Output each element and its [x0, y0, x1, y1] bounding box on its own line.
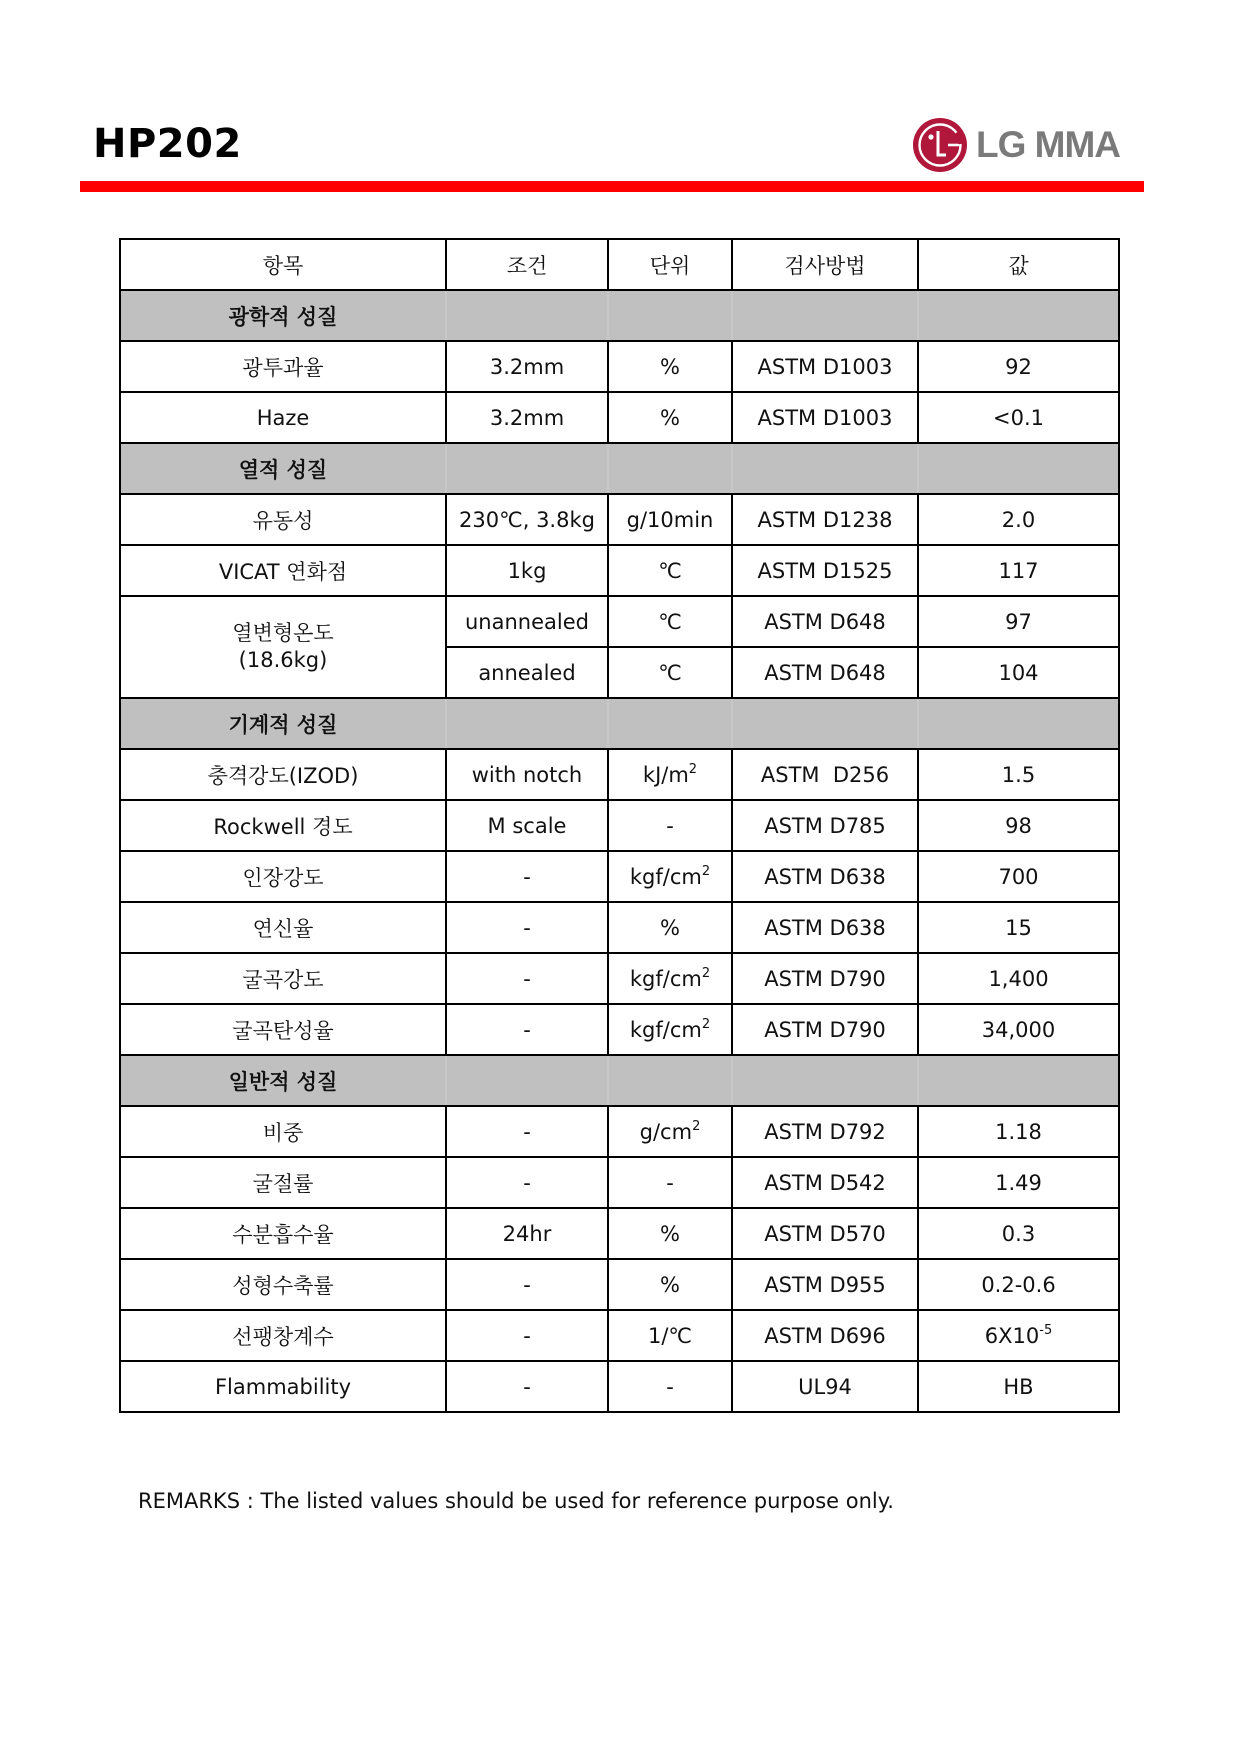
- table-row: [120, 1208, 1119, 1259]
- table-row: [120, 1106, 1119, 1157]
- cell-unit: ℃: [608, 545, 732, 596]
- cell-condition: -: [446, 1310, 608, 1361]
- cell-condition: M scale: [446, 800, 608, 851]
- table-row: [120, 1259, 1119, 1310]
- cell-condition: 1kg: [446, 545, 608, 596]
- cell-condition: -: [446, 1004, 608, 1055]
- cell-condition: -: [446, 902, 608, 953]
- unit-superscript: 2: [701, 1016, 711, 1032]
- cell-value: 97: [918, 596, 1119, 647]
- remarks-note: REMARKS : The listed values should be used for reference purpose only.: [138, 1489, 894, 1513]
- column-header-condition: 조건: [446, 239, 608, 290]
- cell-method: ASTM D955: [732, 1259, 918, 1310]
- cell-unit: %: [608, 1208, 732, 1259]
- cell-method: ASTM D696: [732, 1310, 918, 1361]
- cell-method: ASTM D648: [732, 647, 918, 698]
- table-row: [120, 800, 1119, 851]
- cell-value: 104: [918, 647, 1119, 698]
- cell-item: 선팽창계수: [120, 1310, 446, 1361]
- cell-item: 굴곡탄성율: [120, 1004, 446, 1055]
- unit-text: kgf/cm: [629, 864, 702, 889]
- cell-method: ASTM D792: [732, 1106, 918, 1157]
- cell-method: ASTM D1238: [732, 494, 918, 545]
- cell-condition: -: [446, 1106, 608, 1157]
- cell-unit: ℃: [608, 647, 732, 698]
- document-title: HP202: [93, 121, 242, 167]
- section-title: 일반적 성질: [120, 1055, 446, 1106]
- cell-item: 충격강도(IZOD): [120, 749, 446, 800]
- unit-text: g/cm: [639, 1119, 693, 1144]
- section-title: 열적 성질: [120, 443, 446, 494]
- cell-unit: g/10min: [608, 494, 732, 545]
- cell-item-merged: [120, 596, 446, 698]
- cell-unit: [608, 749, 732, 800]
- cell-value: 117: [918, 545, 1119, 596]
- cell-value: 0.2-0.6: [918, 1259, 1119, 1310]
- cell-value: 2.0: [918, 494, 1119, 545]
- header-red-rule: [80, 181, 1144, 192]
- section-title: 기계적 성질: [120, 698, 446, 749]
- cell-unit: ℃: [608, 596, 732, 647]
- unit-superscript: 2: [692, 1118, 701, 1134]
- unit-text: kgf/cm: [629, 1017, 702, 1042]
- cell-method: ASTM D1525: [732, 545, 918, 596]
- cell-item-line1: 열변형온도: [232, 621, 334, 645]
- column-header-value: 값: [918, 239, 1119, 290]
- unit-text: kJ/m: [642, 762, 689, 787]
- cell-item: 성형수축률: [120, 1259, 446, 1310]
- unit-superscript: 2: [701, 863, 711, 879]
- cell-condition: -: [446, 851, 608, 902]
- cell-condition: 230℃, 3.8kg: [446, 494, 608, 545]
- properties-table: [119, 238, 1120, 1413]
- cell-value: [918, 1310, 1119, 1361]
- cell-condition: annealed: [446, 647, 608, 698]
- cell-item: Flammability: [120, 1361, 446, 1412]
- cell-condition: -: [446, 953, 608, 1004]
- cell-item: 유동성: [120, 494, 446, 545]
- table-row: [120, 494, 1119, 545]
- cell-method: ASTM D1003: [732, 392, 918, 443]
- table-row: [120, 1361, 1119, 1412]
- cell-method: ASTM D638: [732, 902, 918, 953]
- cell-condition: -: [446, 1361, 608, 1412]
- cell-item: 인장강도: [120, 851, 446, 902]
- cell-method: ASTM D648: [732, 596, 918, 647]
- cell-method: UL94: [732, 1361, 918, 1412]
- table-row: [120, 851, 1119, 902]
- cell-value: 98: [918, 800, 1119, 851]
- section-title: 광학적 성질: [120, 290, 446, 341]
- table-row: [120, 902, 1119, 953]
- lg-logo-icon: [912, 117, 968, 173]
- cell-unit: %: [608, 902, 732, 953]
- cell-unit: -: [608, 800, 732, 851]
- cell-condition: 3.2mm: [446, 341, 608, 392]
- value-superscript: -5: [1039, 1322, 1053, 1338]
- table-row: [120, 1004, 1119, 1055]
- cell-item: 굴절률: [120, 1157, 446, 1208]
- table-row: [120, 392, 1119, 443]
- value-text: 6X10: [984, 1323, 1040, 1348]
- cell-item: 굴곡강도: [120, 953, 446, 1004]
- cell-item-line2: (18.6kg): [238, 648, 328, 672]
- cell-item: 연신율: [120, 902, 446, 953]
- cell-value: 0.3: [918, 1208, 1119, 1259]
- cell-value: 700: [918, 851, 1119, 902]
- cell-method: ASTM D256: [732, 749, 918, 800]
- cell-unit: 1/℃: [608, 1310, 732, 1361]
- cell-unit: %: [608, 392, 732, 443]
- table-row: [120, 1157, 1119, 1208]
- cell-method: ASTM D790: [732, 953, 918, 1004]
- section-row-mechanical: [120, 698, 1119, 749]
- cell-unit: %: [608, 1259, 732, 1310]
- cell-unit: -: [608, 1157, 732, 1208]
- cell-method: ASTM D542: [732, 1157, 918, 1208]
- cell-condition: 3.2mm: [446, 392, 608, 443]
- cell-unit: [608, 851, 732, 902]
- logo-text: LG MMA: [976, 124, 1121, 165]
- cell-method: ASTM D1003: [732, 341, 918, 392]
- cell-unit: [608, 953, 732, 1004]
- cell-unit: [608, 1106, 732, 1157]
- section-row-general: [120, 1055, 1119, 1106]
- cell-value: 1.5: [918, 749, 1119, 800]
- cell-value: 1.18: [918, 1106, 1119, 1157]
- column-header-method: 검사방법: [732, 239, 918, 290]
- cell-item: VICAT 연화점: [120, 545, 446, 596]
- lg-mma-logo: [910, 114, 1140, 176]
- table-row: [120, 596, 1119, 647]
- section-row-optical: [120, 290, 1119, 341]
- table-row: [120, 953, 1119, 1004]
- cell-value: <0.1: [918, 392, 1119, 443]
- cell-method: ASTM D785: [732, 800, 918, 851]
- cell-value: 1,400: [918, 953, 1119, 1004]
- cell-condition: -: [446, 1157, 608, 1208]
- cell-item: Rockwell 경도: [120, 800, 446, 851]
- table-header-row: [120, 239, 1119, 290]
- cell-unit: -: [608, 1361, 732, 1412]
- cell-condition: -: [446, 1259, 608, 1310]
- cell-value: 92: [918, 341, 1119, 392]
- section-row-thermal: [120, 443, 1119, 494]
- cell-value: 1.49: [918, 1157, 1119, 1208]
- table-row: [120, 341, 1119, 392]
- cell-condition: unannealed: [446, 596, 608, 647]
- cell-value: 34,000: [918, 1004, 1119, 1055]
- cell-method: ASTM D638: [732, 851, 918, 902]
- column-header-unit: 단위: [608, 239, 732, 290]
- column-header-item: 항목: [120, 239, 446, 290]
- table-row: [120, 749, 1119, 800]
- cell-item: 광투과율: [120, 341, 446, 392]
- cell-condition: 24hr: [446, 1208, 608, 1259]
- cell-value: HB: [918, 1361, 1119, 1412]
- cell-item: 비중: [120, 1106, 446, 1157]
- unit-superscript: 2: [688, 761, 698, 777]
- cell-unit: %: [608, 341, 732, 392]
- cell-item: Haze: [120, 392, 446, 443]
- cell-condition: with notch: [446, 749, 608, 800]
- unit-text: kgf/cm: [629, 966, 702, 991]
- cell-method: ASTM D790: [732, 1004, 918, 1055]
- unit-superscript: 2: [701, 965, 711, 981]
- table-row: [120, 1310, 1119, 1361]
- table-row: [120, 545, 1119, 596]
- cell-item: 수분흡수율: [120, 1208, 446, 1259]
- cell-value: 15: [918, 902, 1119, 953]
- cell-unit: [608, 1004, 732, 1055]
- cell-method: ASTM D570: [732, 1208, 918, 1259]
